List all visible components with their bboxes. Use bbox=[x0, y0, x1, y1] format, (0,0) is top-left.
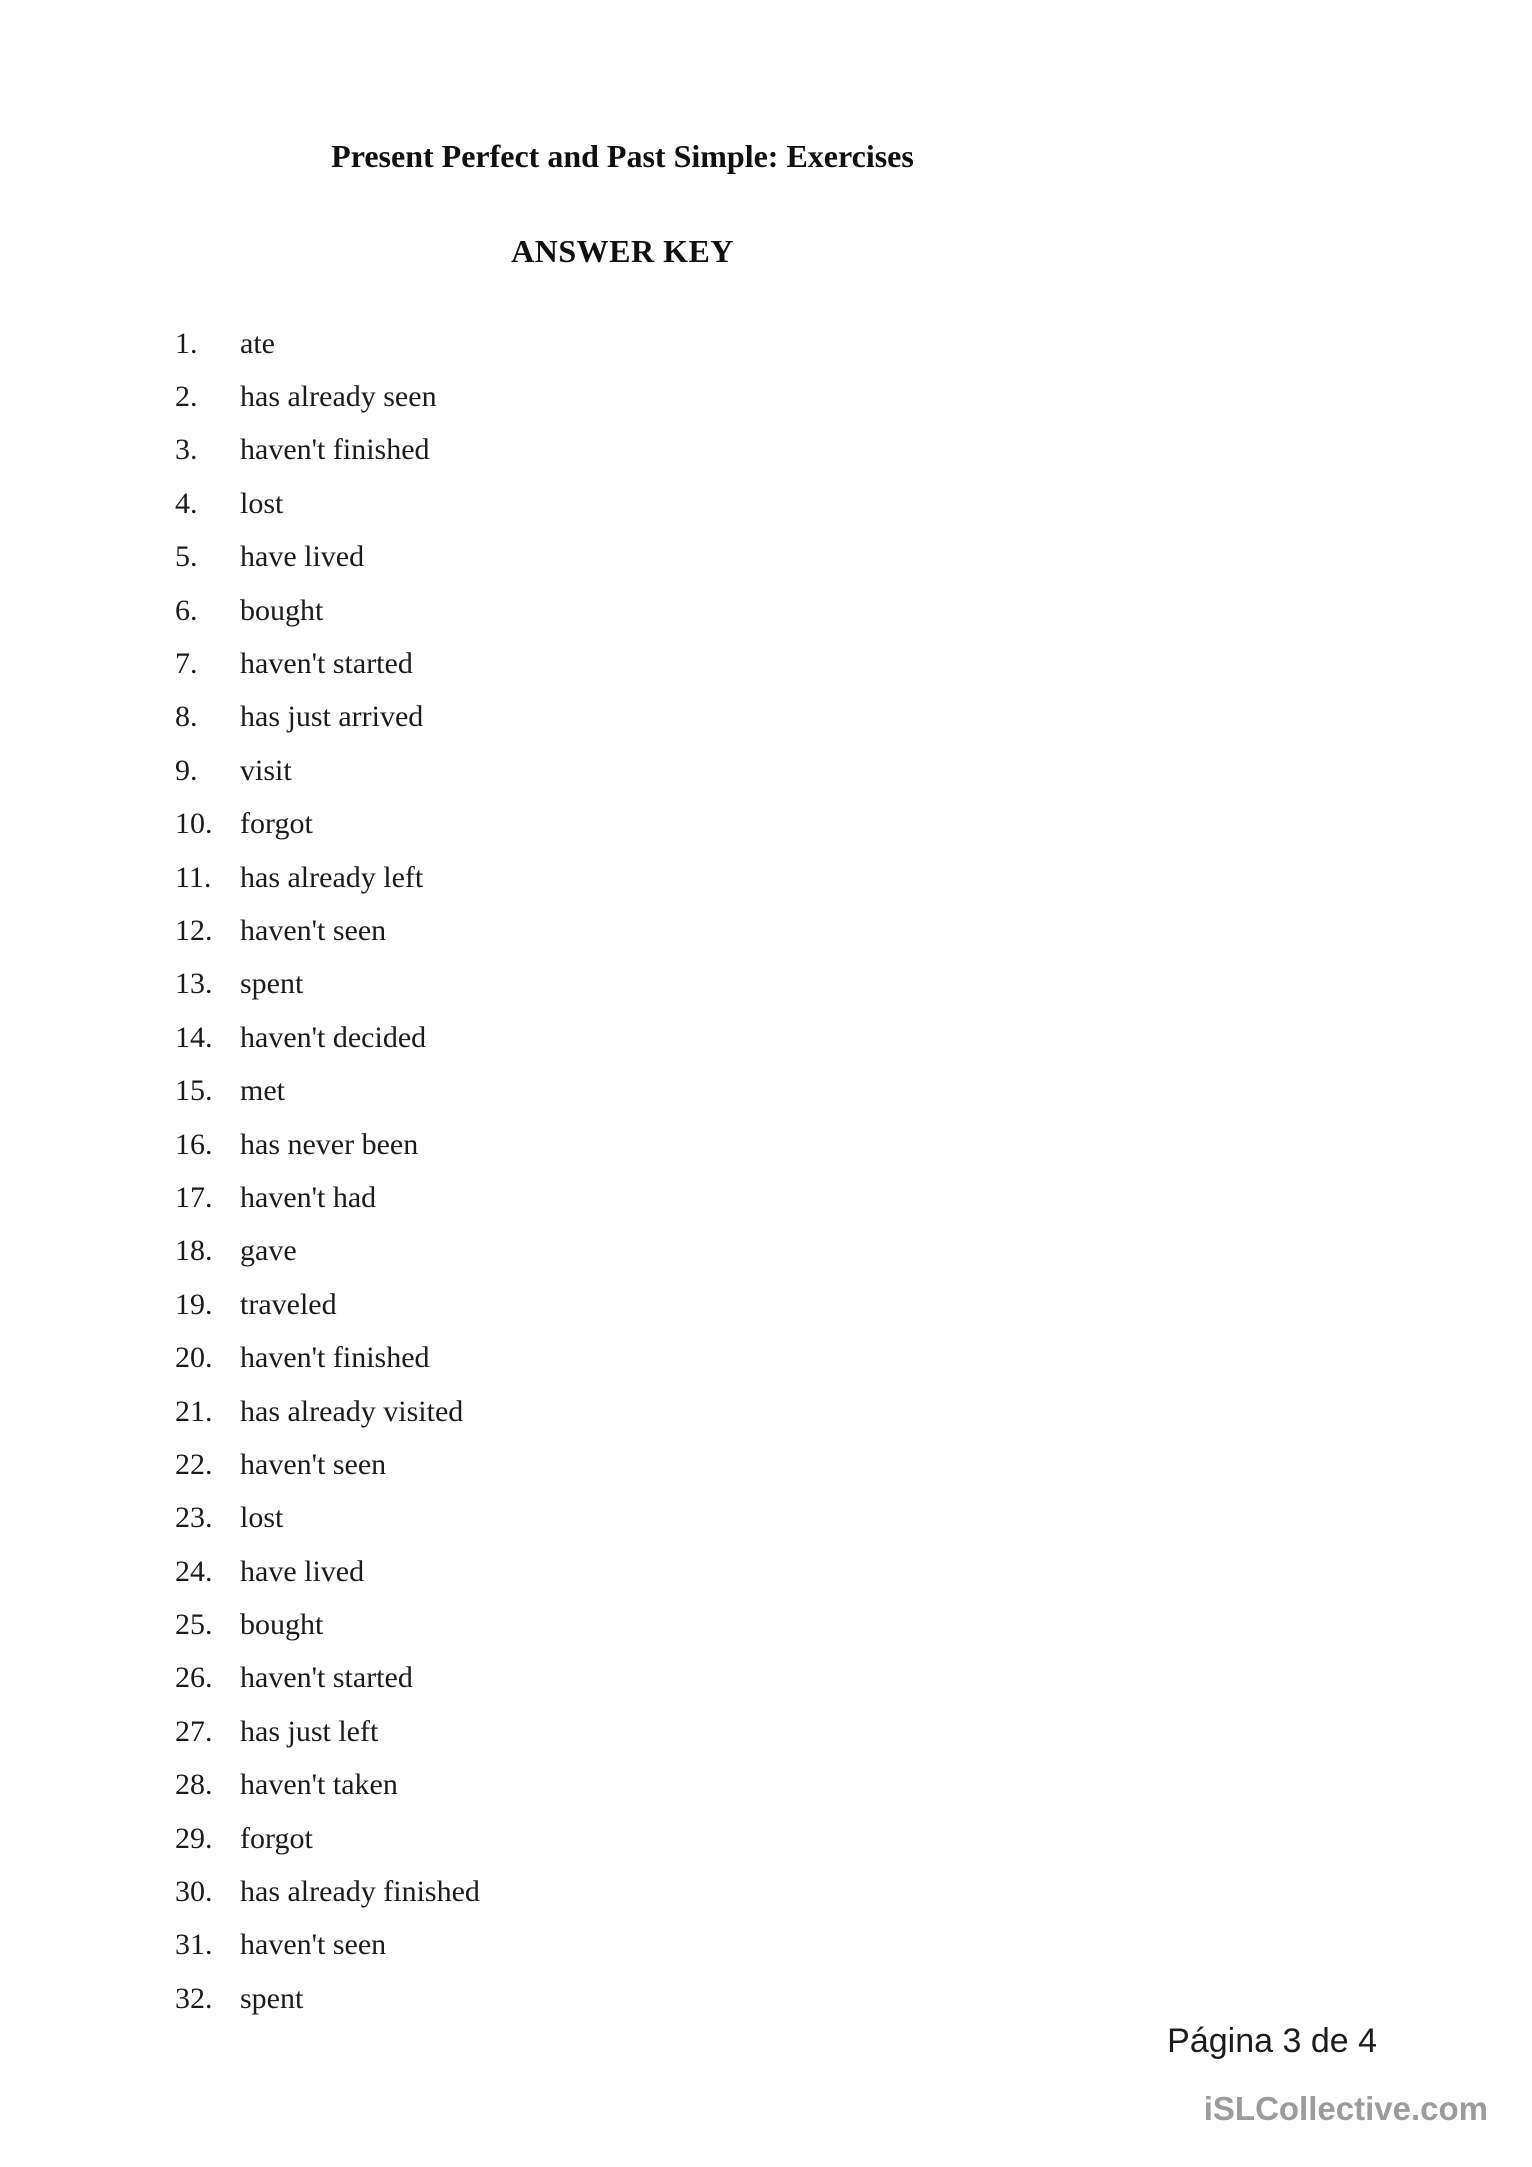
answer-item bbox=[175, 1919, 1075, 1972]
islcollective-watermark: iSLCollective.com bbox=[1203, 2090, 1488, 2127]
answer-text: have lived bbox=[240, 1554, 365, 1588]
answer-text: haven't finished bbox=[240, 1341, 430, 1375]
answer-number: 25. bbox=[175, 1608, 213, 1642]
answer-item bbox=[175, 1225, 1075, 1278]
answer-number: 13. bbox=[175, 967, 213, 1001]
answer-text: lost bbox=[240, 486, 284, 520]
answer-number: 4. bbox=[175, 486, 198, 520]
answer-item bbox=[175, 1705, 1075, 1758]
answer-text: visit bbox=[240, 753, 292, 787]
answer-text: haven't taken bbox=[240, 1768, 398, 1802]
answer-number: 5. bbox=[175, 540, 198, 574]
answer-number: 28. bbox=[175, 1768, 213, 1802]
answer-number: 23. bbox=[175, 1501, 213, 1535]
answer-key-heading: ANSWER KEY bbox=[511, 233, 734, 269]
answer-text: haven't seen bbox=[240, 913, 387, 947]
answer-item bbox=[175, 637, 1075, 690]
answer-text: spent bbox=[240, 967, 304, 1001]
answer-number: 24. bbox=[175, 1554, 213, 1588]
answer-text: bought bbox=[240, 1608, 324, 1642]
answer-item bbox=[175, 531, 1075, 584]
answer-text: met bbox=[240, 1074, 285, 1108]
answer-item bbox=[175, 691, 1075, 744]
answer-text: have lived bbox=[240, 540, 365, 574]
answer-text: haven't seen bbox=[240, 1928, 387, 1962]
answer-text: has already left bbox=[240, 860, 424, 894]
answer-item bbox=[175, 1118, 1075, 1171]
answer-number: 14. bbox=[175, 1020, 213, 1054]
answer-text: haven't had bbox=[240, 1180, 377, 1214]
answer-text: bought bbox=[240, 593, 324, 627]
answer-item bbox=[175, 1438, 1075, 1491]
answer-number: 31. bbox=[175, 1928, 213, 1962]
answer-text: traveled bbox=[240, 1287, 337, 1321]
answer-item bbox=[175, 1492, 1075, 1545]
answer-item bbox=[175, 1171, 1075, 1224]
answer-number: 29. bbox=[175, 1821, 213, 1855]
answer-item bbox=[175, 477, 1075, 530]
answer-number: 22. bbox=[175, 1447, 213, 1481]
answer-number: 15. bbox=[175, 1074, 213, 1108]
answer-number: 7. bbox=[175, 647, 198, 681]
answer-item bbox=[175, 851, 1075, 904]
answer-text: has just left bbox=[240, 1714, 379, 1748]
answer-number: 9. bbox=[175, 753, 198, 787]
answer-number: 18. bbox=[175, 1234, 213, 1268]
answer-text: gave bbox=[240, 1234, 297, 1268]
answer-item bbox=[175, 1064, 1075, 1117]
answer-item bbox=[175, 424, 1075, 477]
answer-list bbox=[175, 317, 1075, 2026]
answer-number: 12. bbox=[175, 913, 213, 947]
answer-number: 21. bbox=[175, 1394, 213, 1428]
answer-number: 20. bbox=[175, 1341, 213, 1375]
answer-item bbox=[175, 1598, 1075, 1651]
answer-text: haven't started bbox=[240, 1661, 413, 1695]
answer-number: 17. bbox=[175, 1180, 213, 1214]
answer-text: has already visited bbox=[240, 1394, 464, 1428]
answer-number: 16. bbox=[175, 1127, 213, 1161]
answer-item bbox=[175, 798, 1075, 851]
answer-text: haven't decided bbox=[240, 1020, 427, 1054]
answer-item bbox=[175, 1331, 1075, 1384]
answer-text: has never been bbox=[240, 1127, 419, 1161]
answer-number: 1. bbox=[175, 326, 198, 360]
answer-item bbox=[175, 584, 1075, 637]
answer-item bbox=[175, 904, 1075, 957]
answer-text: haven't finished bbox=[240, 433, 430, 467]
answer-text: forgot bbox=[240, 807, 313, 841]
answer-number: 8. bbox=[175, 700, 198, 734]
answer-text: lost bbox=[240, 1501, 284, 1535]
document-title: Present Perfect and Past Simple: Exercises bbox=[331, 138, 914, 174]
answer-number: 2. bbox=[175, 380, 198, 414]
answer-item bbox=[175, 370, 1075, 423]
answer-number: 3. bbox=[175, 433, 198, 467]
answer-item bbox=[175, 1652, 1075, 1705]
answer-number: 6. bbox=[175, 593, 198, 627]
answer-number: 26. bbox=[175, 1661, 213, 1695]
answer-item bbox=[175, 1812, 1075, 1865]
answer-text: spent bbox=[240, 1981, 304, 2015]
answer-text: has just arrived bbox=[240, 700, 424, 734]
answer-number: 27. bbox=[175, 1714, 213, 1748]
answer-item bbox=[175, 1972, 1075, 2025]
answer-text: haven't seen bbox=[240, 1447, 387, 1481]
answer-number: 19. bbox=[175, 1287, 213, 1321]
answer-item bbox=[175, 1545, 1075, 1598]
answer-number: 11. bbox=[175, 860, 212, 894]
answer-item bbox=[175, 1865, 1075, 1918]
answer-item bbox=[175, 1278, 1075, 1331]
answer-item bbox=[175, 1759, 1075, 1812]
answer-number: 30. bbox=[175, 1875, 213, 1909]
answer-number: 10. bbox=[175, 807, 213, 841]
answer-item bbox=[175, 1011, 1075, 1064]
answer-text: ate bbox=[240, 326, 275, 360]
answer-item bbox=[175, 317, 1075, 370]
answer-item bbox=[175, 958, 1075, 1011]
answer-text: has already seen bbox=[240, 380, 437, 414]
answer-text: haven't started bbox=[240, 647, 413, 681]
answer-item bbox=[175, 744, 1075, 797]
answer-item bbox=[175, 1385, 1075, 1438]
answer-number: 32. bbox=[175, 1981, 213, 2015]
answer-text: has already finished bbox=[240, 1875, 480, 1909]
page-number: Página 3 de 4 bbox=[1167, 2022, 1377, 2060]
answer-text: forgot bbox=[240, 1821, 313, 1855]
